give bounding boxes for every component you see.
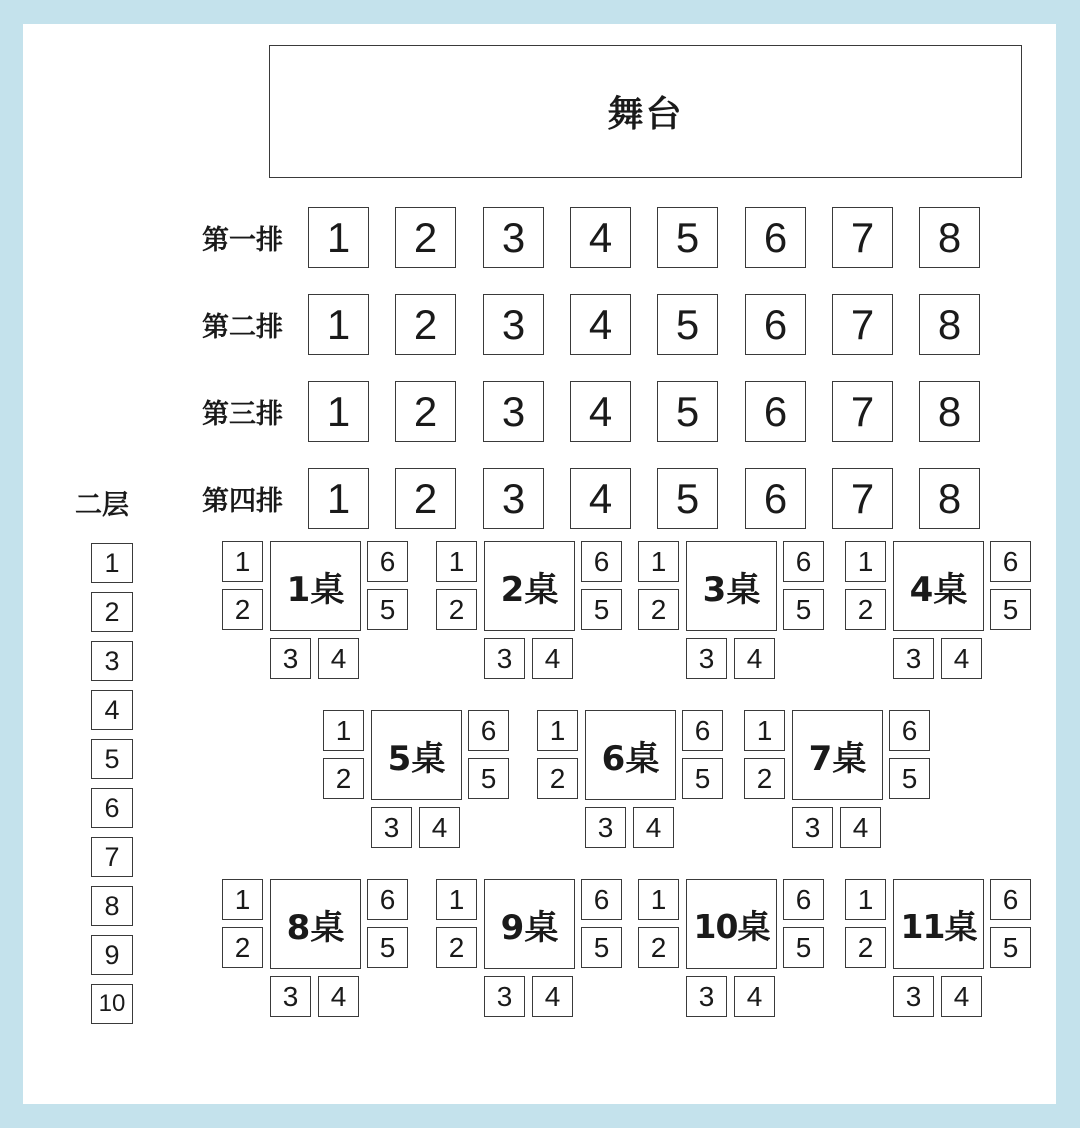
table-seat[interactable]: 1 <box>537 710 578 751</box>
row-seat[interactable]: 8 <box>919 381 980 442</box>
table-seat[interactable]: 2 <box>638 927 679 968</box>
table-seat[interactable]: 1 <box>744 710 785 751</box>
row-seat[interactable]: 2 <box>395 294 456 355</box>
second-floor-seat[interactable]: 7 <box>91 837 133 877</box>
table[interactable]: 6桌 <box>585 710 676 800</box>
row-seat[interactable]: 3 <box>483 381 544 442</box>
row-seat[interactable]: 5 <box>657 294 718 355</box>
row-seat[interactable]: 7 <box>832 294 893 355</box>
row-seat[interactable]: 4 <box>570 207 631 268</box>
table-seat[interactable]: 3 <box>893 638 934 679</box>
table-seat[interactable]: 3 <box>792 807 833 848</box>
row-seat[interactable]: 5 <box>657 207 718 268</box>
row-seat[interactable]: 7 <box>832 381 893 442</box>
row-seat[interactable]: 3 <box>483 468 544 529</box>
table-seat[interactable]: 6 <box>581 879 622 920</box>
table-seat[interactable]: 4 <box>318 638 359 679</box>
row-seat[interactable]: 2 <box>395 381 456 442</box>
row-seat[interactable]: 6 <box>745 468 806 529</box>
table-seat[interactable]: 4 <box>532 638 573 679</box>
table-seat[interactable]: 6 <box>367 541 408 582</box>
table-seat[interactable]: 2 <box>323 758 364 799</box>
row-seat[interactable]: 3 <box>483 294 544 355</box>
row-seat[interactable]: 1 <box>308 381 369 442</box>
table-seat[interactable]: 4 <box>734 976 775 1017</box>
table-seat[interactable]: 3 <box>484 976 525 1017</box>
table-seat[interactable]: 4 <box>318 976 359 1017</box>
row-seat[interactable]: 8 <box>919 468 980 529</box>
table-seat[interactable]: 2 <box>845 589 886 630</box>
table-seat[interactable]: 2 <box>537 758 578 799</box>
table[interactable]: 4桌 <box>893 541 984 631</box>
row-seat[interactable]: 7 <box>832 468 893 529</box>
table[interactable]: 1桌 <box>270 541 361 631</box>
table-seat[interactable]: 6 <box>468 710 509 751</box>
table-seat[interactable]: 6 <box>367 879 408 920</box>
table-seat[interactable]: 6 <box>581 541 622 582</box>
second-floor-seat[interactable]: 10 <box>91 984 133 1024</box>
table-seat[interactable]: 3 <box>686 976 727 1017</box>
table-seat[interactable]: 5 <box>783 927 824 968</box>
table-seat[interactable]: 1 <box>436 541 477 582</box>
table-seat[interactable]: 5 <box>783 589 824 630</box>
table-seat[interactable]: 5 <box>990 589 1031 630</box>
row-seat[interactable]: 5 <box>657 381 718 442</box>
table[interactable]: 3桌 <box>686 541 777 631</box>
table-seat[interactable]: 5 <box>468 758 509 799</box>
row-seat[interactable]: 4 <box>570 381 631 442</box>
table-seat[interactable]: 4 <box>941 976 982 1017</box>
row-seat[interactable]: 4 <box>570 294 631 355</box>
table-seat[interactable]: 4 <box>734 638 775 679</box>
table[interactable]: 9桌 <box>484 879 575 969</box>
row-seat[interactable]: 8 <box>919 207 980 268</box>
table-seat[interactable]: 2 <box>436 589 477 630</box>
table-seat[interactable]: 1 <box>638 541 679 582</box>
table-seat[interactable]: 1 <box>845 541 886 582</box>
table-seat[interactable]: 4 <box>633 807 674 848</box>
table[interactable]: 5桌 <box>371 710 462 800</box>
second-floor-seat[interactable]: 1 <box>91 543 133 583</box>
table-seat[interactable]: 3 <box>686 638 727 679</box>
table-seat[interactable]: 1 <box>222 541 263 582</box>
table-seat[interactable]: 1 <box>845 879 886 920</box>
second-floor-seat[interactable]: 9 <box>91 935 133 975</box>
table-seat[interactable]: 1 <box>436 879 477 920</box>
second-floor-seat[interactable]: 6 <box>91 788 133 828</box>
table[interactable]: 8桌 <box>270 879 361 969</box>
table-seat[interactable]: 1 <box>638 879 679 920</box>
row-seat[interactable]: 1 <box>308 468 369 529</box>
row-label: 第一排 <box>202 224 283 256</box>
table-seat[interactable]: 6 <box>783 541 824 582</box>
table[interactable]: 7桌 <box>792 710 883 800</box>
table-seat[interactable]: 4 <box>941 638 982 679</box>
row-seat[interactable]: 6 <box>745 294 806 355</box>
second-floor-seat[interactable]: 2 <box>91 592 133 632</box>
table-seat[interactable]: 5 <box>367 927 408 968</box>
second-floor-label: 二层 <box>75 489 129 521</box>
table[interactable]: 10桌 <box>686 879 777 969</box>
table-seat[interactable]: 2 <box>222 589 263 630</box>
second-floor-seat[interactable]: 4 <box>91 690 133 730</box>
row-seat[interactable]: 7 <box>832 207 893 268</box>
table-seat[interactable]: 2 <box>744 758 785 799</box>
table-seat[interactable]: 4 <box>419 807 460 848</box>
table[interactable]: 2桌 <box>484 541 575 631</box>
row-seat[interactable]: 2 <box>395 207 456 268</box>
row-label: 第二排 <box>202 311 283 343</box>
stage: 舞台 <box>269 45 1022 178</box>
table-seat[interactable]: 3 <box>270 638 311 679</box>
table-seat[interactable]: 3 <box>484 638 525 679</box>
table-seat[interactable]: 1 <box>323 710 364 751</box>
row-seat[interactable]: 4 <box>570 468 631 529</box>
table-seat[interactable]: 5 <box>682 758 723 799</box>
row-seat[interactable]: 8 <box>919 294 980 355</box>
table-seat[interactable]: 5 <box>367 589 408 630</box>
table[interactable]: 11桌 <box>893 879 984 969</box>
table-seat[interactable]: 3 <box>893 976 934 1017</box>
table-seat[interactable]: 5 <box>990 927 1031 968</box>
table-seat[interactable]: 1 <box>222 879 263 920</box>
row-seat[interactable]: 3 <box>483 207 544 268</box>
table-seat[interactable]: 6 <box>990 879 1031 920</box>
row-label: 第三排 <box>202 398 283 430</box>
table-seat[interactable]: 5 <box>581 927 622 968</box>
second-floor-seat[interactable]: 8 <box>91 886 133 926</box>
table-seat[interactable]: 2 <box>222 927 263 968</box>
row-seat[interactable]: 1 <box>308 294 369 355</box>
row-label: 第四排 <box>202 485 283 517</box>
table-seat[interactable]: 5 <box>581 589 622 630</box>
row-seat[interactable]: 5 <box>657 468 718 529</box>
table-seat[interactable]: 6 <box>783 879 824 920</box>
row-seat[interactable]: 1 <box>308 207 369 268</box>
second-floor-seat[interactable]: 3 <box>91 641 133 681</box>
table-seat[interactable]: 3 <box>371 807 412 848</box>
table-seat[interactable]: 2 <box>845 927 886 968</box>
table-seat[interactable]: 6 <box>682 710 723 751</box>
table-seat[interactable]: 3 <box>270 976 311 1017</box>
table-seat[interactable]: 4 <box>840 807 881 848</box>
table-seat[interactable]: 6 <box>990 541 1031 582</box>
row-seat[interactable]: 6 <box>745 207 806 268</box>
table-seat[interactable]: 4 <box>532 976 573 1017</box>
second-floor-seat[interactable]: 5 <box>91 739 133 779</box>
table-seat[interactable]: 5 <box>889 758 930 799</box>
table-seat[interactable]: 2 <box>436 927 477 968</box>
table-seat[interactable]: 6 <box>889 710 930 751</box>
row-seat[interactable]: 6 <box>745 381 806 442</box>
row-seat[interactable]: 2 <box>395 468 456 529</box>
table-seat[interactable]: 2 <box>638 589 679 630</box>
table-seat[interactable]: 3 <box>585 807 626 848</box>
